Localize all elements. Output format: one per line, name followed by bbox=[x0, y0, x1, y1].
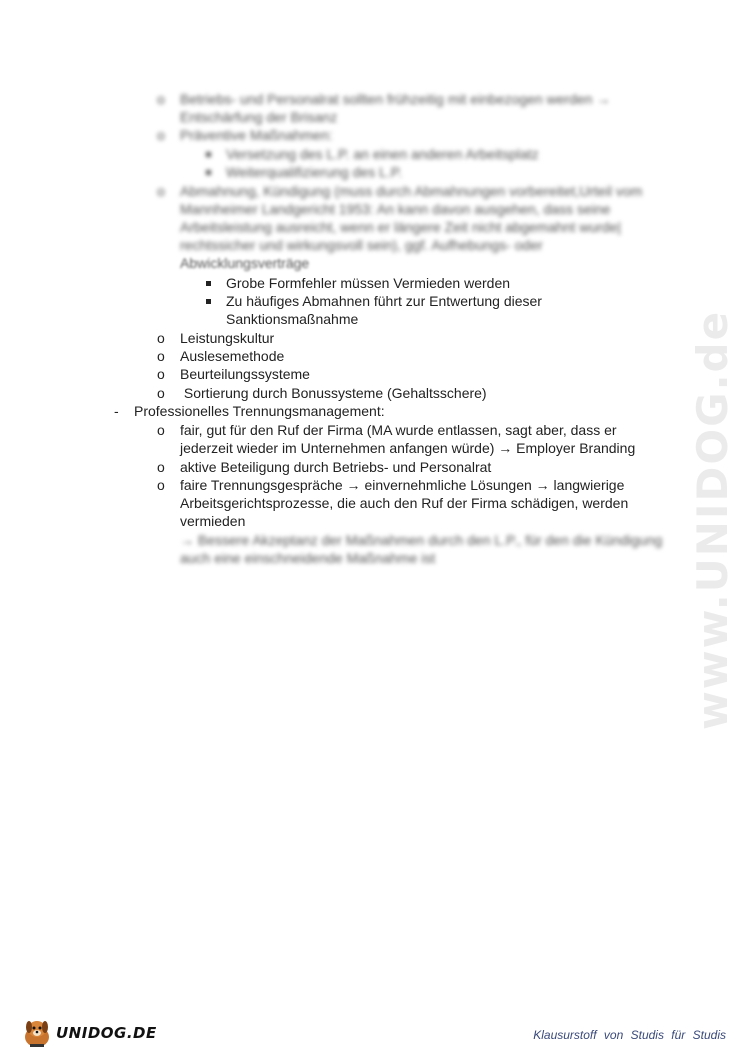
footer-tagline: Klausurstoff von Studis für Studis bbox=[533, 1028, 726, 1042]
bullet-circle: o bbox=[157, 183, 165, 199]
blurred-text-line: Präventive Maßnahmen: bbox=[180, 127, 333, 143]
logo-text: UNIDOG.DE bbox=[56, 1024, 157, 1042]
blurred-text-line: Mannheimer Landgericht 1953: An kann davon ausgehen, dass seine bbox=[180, 201, 611, 217]
blurred-text-line: Betriebs- und Personalrat sollten frühzeitig mit einbezogen werden → bbox=[180, 91, 611, 107]
bullet-square bbox=[206, 170, 211, 175]
bullet-circle: o bbox=[157, 459, 165, 475]
text-line: Zu häufiges Abmahnen führt zur Entwertung dieser bbox=[226, 293, 542, 309]
blurred-text-line: Versetzung des L.P. an einen anderen Arbeitsplatz bbox=[226, 146, 539, 162]
text-line: Sanktionsmaßnahme bbox=[226, 311, 359, 327]
bullet-square bbox=[206, 281, 211, 286]
footer-logo bbox=[20, 1016, 157, 1050]
text-line: aktive Beteiligung durch Betriebs- und Personalrat bbox=[180, 459, 492, 475]
text-line: Professionelles Trennungsmanagement: bbox=[134, 403, 385, 419]
bullet-square bbox=[206, 152, 211, 157]
text-line: Beurteilungssysteme bbox=[180, 366, 310, 382]
text-line: faire Trennungsgespräche → einvernehmliche Lösungen → langwierige bbox=[180, 477, 625, 493]
dog-logo-icon bbox=[20, 1016, 54, 1050]
blurred-text-line: rechtssicher und wirkungsvoll sein), ggf. Aufhebungs- oder bbox=[180, 237, 543, 253]
bullet-circle: o bbox=[157, 422, 165, 438]
blurred-text-line: Arbeitsleistung ausreicht, wenn er längere Zeit nicht abgemahnt wurde| bbox=[180, 219, 621, 235]
blurred-text-line: auch eine einschneidende Maßnahme ist bbox=[180, 550, 436, 566]
text-line: vermieden bbox=[180, 513, 246, 529]
bullet-circle: o bbox=[157, 127, 165, 143]
bullet-circle: o bbox=[157, 366, 165, 382]
text-line: Grobe Formfehler müssen Vermieden werden bbox=[226, 275, 511, 291]
watermark: www.UNIDOG.de bbox=[688, 309, 737, 730]
text-line: Sortierung durch Bonussysteme (Gehaltsschere) bbox=[180, 385, 487, 401]
text-line: jederzeit wieder im Unternehmen anfangen würde) → Employer Branding bbox=[180, 440, 636, 456]
blurred-text-line: Abmahnung, Kündigung (muss durch Abmahnungen vorbereitet,Urteil vom bbox=[180, 183, 643, 199]
bullet-dash: - bbox=[114, 403, 119, 419]
bullet-circle: o bbox=[157, 477, 165, 493]
blurred-text-line: → Bessere Akzeptanz der Maßnahmen durch den L.P., für den die Kündigung bbox=[180, 532, 663, 548]
blurred-text-line: Abwicklungsverträge bbox=[180, 255, 310, 271]
bullet-circle: o bbox=[157, 348, 165, 364]
text-line: Auslesemethode bbox=[180, 348, 285, 364]
bullet-square bbox=[206, 299, 211, 304]
bullet-circle: o bbox=[157, 91, 165, 107]
bullet-circle: o bbox=[157, 330, 165, 346]
bullet-circle: o bbox=[157, 385, 165, 401]
text-line: Arbeitsgerichtsprozesse, die auch den Ruf der Firma schädigen, werden bbox=[180, 495, 629, 511]
blurred-text-line: Weiterqualifizierung des L.P. bbox=[226, 164, 403, 180]
text-line: fair, gut für den Ruf der Firma (MA wurde entlassen, sagt aber, dass er bbox=[180, 422, 617, 438]
text-line: Leistungskultur bbox=[180, 330, 275, 346]
blurred-text-line: Entschärfung der Brisanz bbox=[180, 109, 338, 125]
